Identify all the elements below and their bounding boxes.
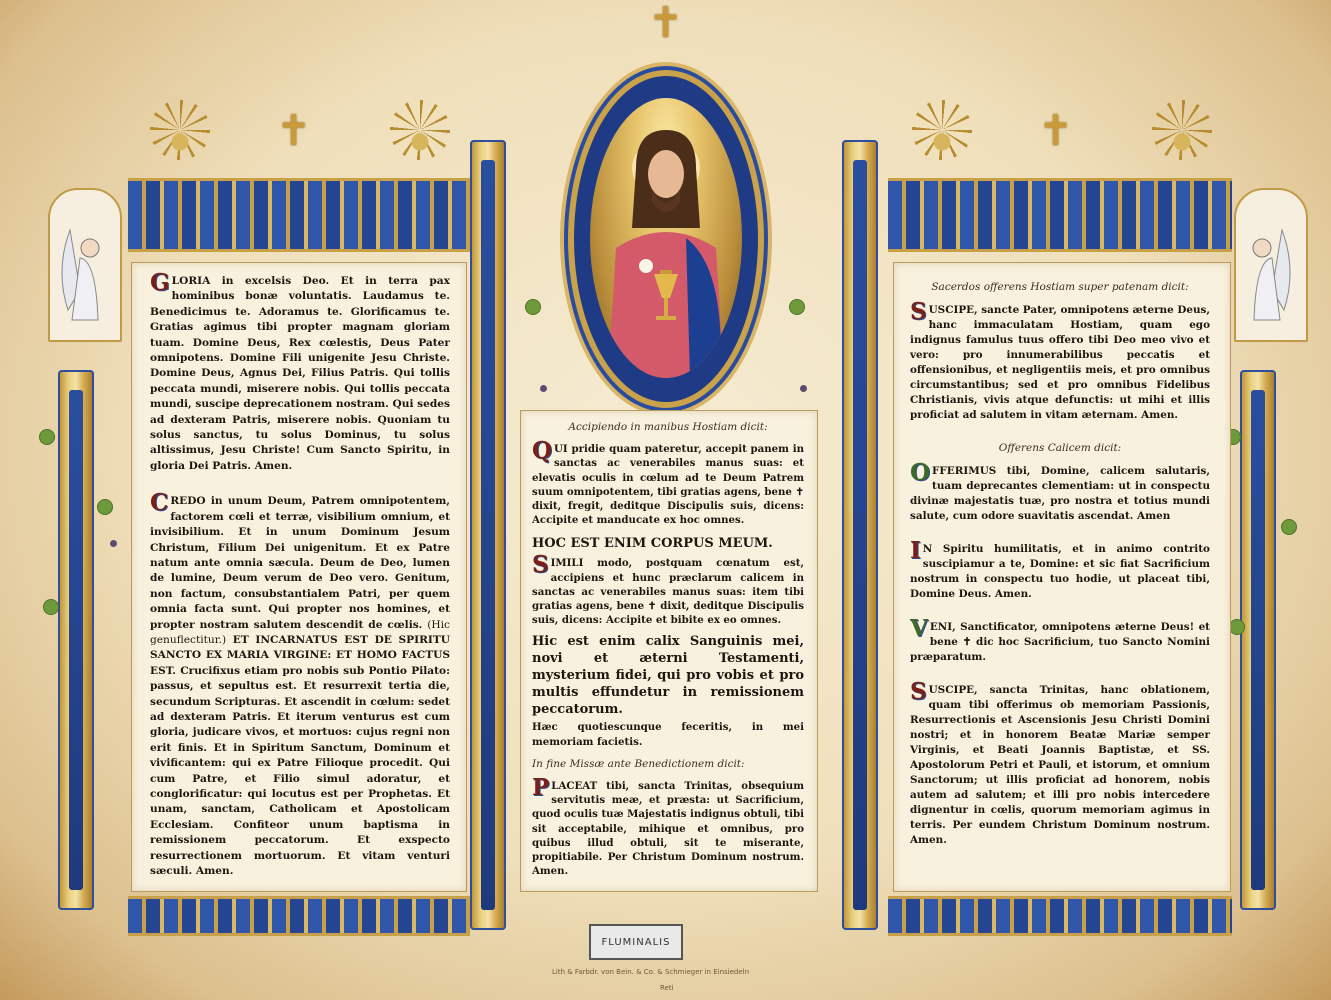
drop-cap: P — [532, 774, 550, 802]
angel-niche-right — [1234, 188, 1308, 342]
vine-leaf — [1230, 620, 1244, 634]
drop-cap: C — [150, 489, 169, 517]
credo-rubric: (Hic genuflectitur.) — [150, 618, 450, 646]
cross-icon-right: ✝ — [1038, 106, 1074, 155]
suscipe-trinitas-paragraph — [910, 678, 1210, 848]
angel-icon — [50, 190, 116, 336]
gloria-text: LORIA in excelsis Deo. Et in terra pax hominibus bonæ voluntatis. Laudamus te. Benedicimus te. Adoramus te. Glorificamus te. Gratias agimus tibi propter magnam gloriam tuam. Domine Deus, Rex cœlestis, Deus Pater omnipotens. Domine Fili unigenite Jesu Christe. Domine Deus, Agnus Dei, Filius Patris. Qui tollis peccata mundi, miserere nobis. Qui tollis peccata mundi, suscipe deprecationem nostram. Qui sedes ad dexteram Patris, miserere nobis. Quoniam tu solus sanctus, tu solus Dominus, tu solus altissimus, Jesu Christe! Cum Sancto Spiritu, in gloria Dei Patris. Amen. — [150, 275, 450, 472]
offerimus-paragraph — [910, 459, 1210, 524]
rubric: Offerens Calicem dicit: — [998, 442, 1122, 454]
credo-incarnatus: ET INCARNATUS EST DE SPIRITU SANCTO EX MARIA VIRGINE: ET HOMO FACTUS EST. — [150, 633, 450, 677]
simili-paragraph — [532, 551, 804, 627]
left-arch-ornament — [128, 178, 470, 252]
pillar-inner-right — [842, 140, 878, 930]
cross-icon-center: ✝ — [648, 0, 684, 47]
right-arch-ornament — [888, 178, 1232, 252]
pillar-far-right — [1240, 370, 1276, 910]
gloria-paragraph — [150, 269, 450, 474]
suscipe-pater-text: USCIPE, sancte Pater, omnipotens æterne Deus, hanc immaculatam Hostiam, quam ego indignus famulus tuus offero tibi Deo meo vivo et vero: pro innumerabilibus peccatis et offensionibus, et negligentiis meis, et pro omnibus circumstantibus; sed et pro omnibus Fidelibus Christianis, vivis atque defunctis: ut mihi et illis proficiat ad salutem in vitam æternam. Amen. — [910, 304, 1210, 421]
qui-pridie-paragraph — [532, 437, 804, 527]
veni-paragraph — [910, 615, 1210, 665]
vine-leaf — [526, 300, 540, 314]
veni-text: ENI, Sanctificator, omnipotens æterne Deus! et bene ✝ dic hoc Sacrificium, tuo Sancto Nomini præparatum. — [910, 621, 1210, 663]
hic-est-calix: Hic est enim calix Sanguinis mei, novi et æterni Testamenti, mysterium fidei, qui pro vobis et pro multis effundetur in remissionem peccatorum. — [532, 634, 804, 718]
angel-icon — [1236, 190, 1302, 336]
drop-cap: S — [532, 551, 549, 579]
printer-imprint-small: Reti — [660, 984, 674, 992]
drop-cap: Q — [532, 437, 553, 465]
left-column-text — [150, 269, 450, 897]
grape-cluster — [110, 540, 117, 547]
drop-cap: O — [910, 459, 931, 486]
vine-leaf — [790, 300, 804, 314]
wheat-sheaf-icon — [150, 100, 210, 160]
offerimus-text: FFERIMUS tibi, Domine, calicem salutaris, tuam deprecantes clementiam: ut in conspectu divinæ majestatis tuæ, pro nostra et totius mundi salute, cum odore suavitatis ascendat. Amen — [910, 465, 1210, 522]
right-column-text — [910, 280, 1210, 848]
library-stamp: FLUMINALIS — [589, 924, 683, 960]
pillar-inner-left — [470, 140, 506, 930]
wheat-sheaf-icon — [912, 100, 972, 160]
sacred-heart-portrait — [590, 98, 742, 378]
grape-cluster — [800, 385, 807, 392]
vine-leaf — [1282, 520, 1296, 534]
credo-paragraph — [150, 489, 450, 879]
rubric: Accipiendo in manibus Hostiam dicit: — [568, 421, 768, 433]
simili-text: IMILI modo, postquam cœnatum est, accipiens et hunc præclarum calicem in sanctas ac venerabiles manus suas: item tibi gratias agens, bene ✝ dixit, deditque Discipulis suis, dicens: Accipite et bibite ex eo omnes. — [532, 557, 804, 627]
cross-icon-left: ✝ — [276, 106, 312, 155]
drop-cap: S — [910, 298, 927, 325]
qui-pridie-text: UI pridie quam pateretur, accepit panem in sanctas ac venerabiles manus suas: et elevatis oculis in cœlum ad te Deum Patrem suum omnipotentem, tibi gratias agens, bene ✝ dixit, fregit, deditque Discipulis suis, dicens: Accipite et manducate ex hoc omnes. — [532, 443, 804, 527]
vine-leaf — [40, 430, 54, 444]
suscipe-pater-paragraph — [910, 298, 1210, 423]
wheat-sheaf-icon — [390, 100, 450, 160]
bottom-left-ornament — [128, 896, 470, 936]
vine-leaf — [44, 600, 58, 614]
in-spiritu-paragraph — [910, 537, 1210, 602]
vine-leaf — [98, 500, 112, 514]
hoc-est-corpus: HOC EST ENIM CORPUS MEUM. — [532, 536, 773, 552]
credo-text-continued: Crucifixus etiam pro nobis sub Pontio Pilato: passus, et sepultus est. Et resurrexit tertia die, secundum Scripturas. Et ascendit in cœlum: sedet ad dexteram Patris. Et iterum venturus est cum gloria, judicare vivos, et mortuos: cujus regni non erit finis. Et in Spiritum Sanctum, Dominum et vivificantem: qui ex Patre Filioque procedit. Qui cum Patre, et Filio simul adoratur, et conglorificatur: qui locutus est per Prophetas. Et unam, sanctam, Catholicam et Apostolicam Ecclesiam. Confiteor unum baptisma in remissionem peccatorum. Et exspecto resurrectionem mortuorum. Et vitam venturi sæculi. Amen. — [150, 664, 450, 878]
pillar-far-left — [58, 370, 94, 910]
haec-quotiescunque: Hæc quotiescunque feceritis, in mei memoriam facietis. — [532, 721, 804, 748]
placeat-text: LACEAT tibi, sancta Trinitas, obsequium servitutis meæ, et præsta: ut Sacrificium, quod oculis tuæ Majestatis indignus obtuli, tibi sit acceptabile, mihique et omnibus, pro quibus illud obtuli, sit te miserante, propitiabile. Per Christum Dominum nostrum. Amen. — [532, 780, 804, 878]
rubric: In fine Missæ ante Benedictionem dicit: — [532, 757, 745, 770]
printer-imprint: Lith & Farbdr. von Bein. & Co. & Schmieger in Einsiedeln — [552, 968, 750, 976]
bottom-right-ornament — [888, 896, 1232, 936]
rubric: Sacerdos offerens Hostiam super patenam dicit: — [931, 281, 1189, 293]
drop-cap: I — [910, 537, 921, 564]
suscipe-trinitas-text: USCIPE, sancta Trinitas, hanc oblationem, quam tibi offerimus ob memoriam Passionis, Resurrectionis et Ascensionis Jesu Christi Domini nostri; et in honorem Beatæ Mariæ semper Virginis, et Beati Joannis Baptistæ, et SS. Apostolorum Petri et Pauli, et istorum, et omnium Sanctorum; ut illis proficiat ad honorem, nobis autem ad salutem; et illi pro nobis intercedere dignentur in cœlis, quorum memoriam agimus in terris. Per eundem Christum Dominum nostrum. Amen. — [910, 684, 1210, 846]
placeat-paragraph — [532, 774, 804, 878]
in-spiritu-text: N Spiritu humilitatis, et in animo contrito suscipiamur a te, Domine: et sic fiat Sacrificium nostrum in conspectu tuo hodie, ut placeat tibi, Domine Deus. Amen. — [910, 543, 1210, 600]
wheat-sheaf-icon — [1152, 100, 1212, 160]
angel-niche-left — [48, 188, 122, 342]
credo-text: REDO in unum Deum, Patrem omnipotentem, factorem cœli et terræ, visibilium omnium, et invisibilium. Et in unum Dominum Jesum Christum, Filium Dei unigenitum. Et ex Patre natum ante omnia sæcula. Deum de Deo, lumen de lumine, Deum verum de Deo vero. Genitum, non factum, consubstantialem Patri, per quem omnia facta sunt. Qui propter nos homines, et propter nostram salutem descendit de cœlis. — [150, 495, 450, 631]
drop-cap: S — [910, 678, 927, 705]
middle-column-text — [532, 420, 804, 878]
drop-cap: G — [150, 269, 170, 296]
drop-cap: V — [910, 615, 928, 642]
christ-figure-icon — [590, 98, 742, 378]
grape-cluster — [540, 385, 547, 392]
